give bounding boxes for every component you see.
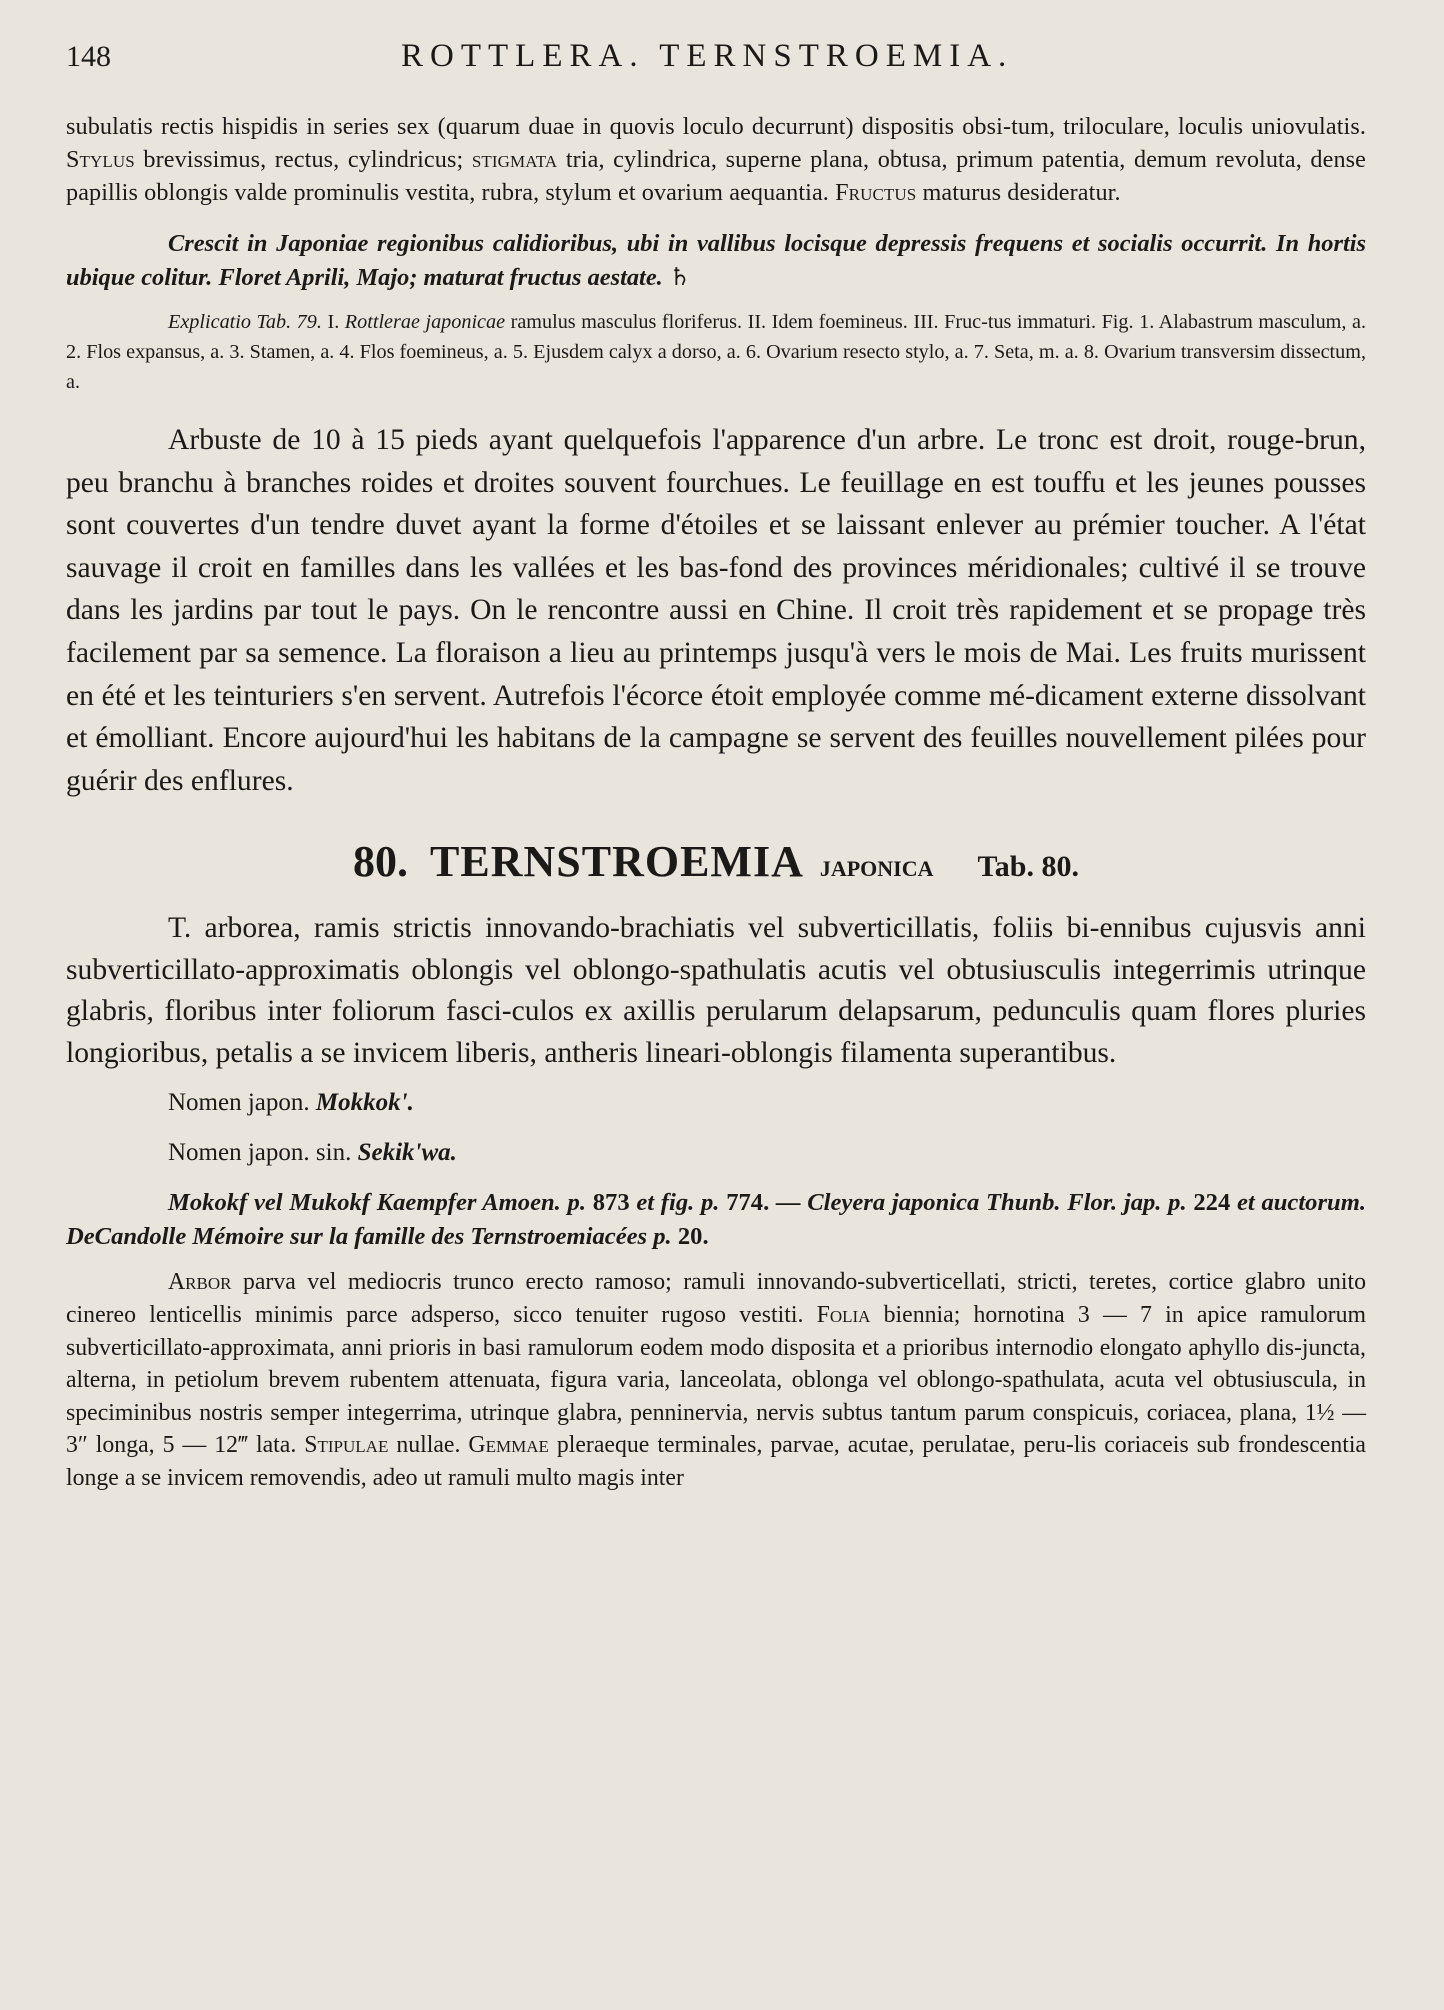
text-run: maturus desideratur. (916, 179, 1121, 206)
text-run: ramulus masculus floriferus. II. Idem foemineus. III. Fruc-tus immaturi. Fig. 1. Alabastrum masculum, a. 2. Flos expansus, a. 3. Stamen, a. 4. Flos foemineus, a. 5. Ejusdem calyx a dorso, a. 6. Ovarium resecto stylo, a. 7. Seta, m. a. 8. Ovarium transversim dissectum, a. (66, 311, 1366, 393)
ternstroemia-description (66, 1266, 1366, 1494)
page-ref: 774. (726, 1189, 770, 1217)
diagnosis: T. arborea, ramis strictis innovando-brachiatis vel subverticillatis, foliis bi-ennibus cujusvis anni subverticillato-approximatis oblongis vel oblongo-spathulatis acutis vel obtusiusculis integerrimis utrinque glabris, floribus inter foliorum fasci-culos ex axillis perularum delapsarum, pedunculis quam flores pluries longioribus, petalis a se invicem liberis, antheris lineari-oblongis filamenta superantibus. (66, 912, 1366, 1069)
page-ref: 20. (677, 1223, 709, 1251)
text-run: et fig. p. (629, 1189, 727, 1217)
running-head (66, 38, 1366, 90)
text-run: nullae. (388, 1432, 469, 1459)
text-run: I. (321, 311, 345, 333)
page-ref: 873 (592, 1189, 630, 1217)
shrub-symbol: ♄ (668, 264, 691, 291)
text-run: et auctorum. DeCandolle Mémoire sur la famille des Ternstroemiacées p. (66, 1189, 1366, 1251)
nomen-value: Mokkok'. (315, 1089, 414, 1117)
nomen-japonicum (168, 1086, 1366, 1120)
page-ref: 224 (1193, 1189, 1231, 1217)
text-run: brevissimus, rectus, cylindricus; (134, 146, 472, 173)
plate-explanation (66, 307, 1366, 397)
term-stylus: Stylus (66, 146, 135, 173)
text-run: pleraeque terminales, parvae, acutae, perulatae, peru-lis coriaceis sub frondescentia longe a se invicem removendis, adeo ut ramuli multo magis inter (66, 1432, 1366, 1491)
nomen-label: Nomen japon. sin. (168, 1139, 358, 1167)
text-run: tria, cylindrica, superne plana, obtusa, primum patentia, demum revoluta, dense papillis oblongis valde prominulis vestita, rubra, stylum et ovarium aequantia. (66, 146, 1366, 206)
rottlera-description (66, 110, 1366, 209)
term-arbor: Arbor (168, 1269, 232, 1296)
genus-name: TERNSTROEMIA (430, 837, 804, 887)
species-number: 80. (353, 837, 409, 887)
term-stigmata: stigmata (471, 146, 558, 173)
text-run: biennia; hornotina 3 — 7 in apice ramulorum subverticillato-approximata, anni prioris in basi ramulorum eodem modo disposita et a prioribus internodio elongato aphyllo dis-juncta, alterna, in petiolum brevem rubentem attenuata, figura varia, lanceolata, oblonga vel oblongo-spathulata, acuta vel obtusiuscula, in speciminibus nostris semper integerrima, utrinque glabra, penninervia, nervis subtus tantum parum conspicuis, coriacea, plana, 1½ — 3″ longa, 5 — 12‴ lata. (66, 1301, 1366, 1459)
nomen-label: Nomen japon. (168, 1089, 316, 1117)
rottlera-habitat (66, 227, 1366, 295)
page-number: 148 (66, 40, 111, 73)
text-run: parva vel mediocris trunco erecto ramoso; ramuli innovando-subverticellati, stricti, teretes, cortice glabro unito cinereo lenticellis minimis parce adsperso, sicco tenuiter rugoso vestiti. (66, 1269, 1366, 1328)
term-gemmae: Gemmae (468, 1432, 549, 1459)
nomen-sinico-japonicum (168, 1136, 1366, 1170)
text-run: Mokokf vel Mukokf Kaempfer Amoen. p. (168, 1189, 593, 1217)
synonymy (66, 1186, 1366, 1254)
running-title: ROTTLERA. TERNSTROEMIA. (401, 38, 1014, 74)
text-run: subulatis rectis hispidis in series sex (quarum duae in quovis loculo decurrunt) dispositis obsi-tum, triloculare, loculis uniovulatis. (66, 113, 1366, 140)
plate-reference: Tab. 80. (977, 850, 1079, 884)
species-heading (66, 836, 1366, 898)
explicatio-label: Explicatio Tab. 79. (168, 311, 322, 333)
term-folia: Folia (816, 1301, 871, 1328)
term-fructus: Fructus (835, 179, 917, 206)
term-stipulae: Stipulae (304, 1432, 389, 1459)
explicatio-species: Rottlerae japonicae (344, 311, 506, 333)
text-run: — Cleyera japonica Thunb. Flor. jap. p. (769, 1189, 1194, 1217)
nomen-value: Sekik'wa. (357, 1139, 457, 1167)
species-epithet: japonica (819, 847, 934, 884)
french-description: Arbuste de 10 à 15 pieds ayant quelquefois l'apparence d'un arbre. Le tronc est droit, rouge-brun, peu branchu à branches roides et droites souvent fourchues. Le feuillage en est touffu et les jeunes pousses sont couvertes d'un tendre duvet ayant la forme d'étoiles et se laissant enlever au prémier toucher. A l'état sauvage il croit en familles dans les vallées et les bas-fond des provinces méridionales; cultivé il se trouve dans les jardins par tout le pays. On le rencontre aussi en Chine. Il croit très rapidement et se propage très facilement par sa semence. La floraison a lieu au printemps jusqu'à vers le mois de Mai. Les fruits murissent en été et les teinturiers s'en servent. Autrefois l'écorce étoit employée comme mé-dicament externe dissolvant et émolliant. Encore aujourd'hui les habitans de la campagne se servent des feuilles nouvellement pilées pour guérir des enflures. (66, 424, 1366, 797)
habitat-text: Crescit in Japoniae regionibus calidioribus, ubi in vallibus locisque depressis frequens et socialis occurrit. In hortis ubique colitur. Floret Aprili, Majo; maturat fructus aestate. (66, 230, 1366, 291)
